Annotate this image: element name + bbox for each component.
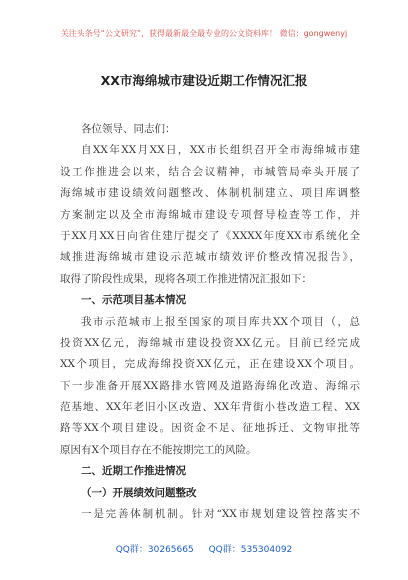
subsection-heading: （一）开展绩效问题整改	[81, 486, 197, 499]
intro-line: 取得了阶段性成果，现将各项工作推进情况汇报如下：	[60, 272, 312, 285]
section1-line: 范基地、XX年老旧小区改造、XX年背街小巷改造工程、XX	[60, 401, 360, 414]
header-promo-note: 关注头条号“公文研究”，获得最新最全最专业的公文资料库！ 微信：gongwenyj	[60, 29, 348, 38]
section-heading: 二、近期工作推进情况	[81, 465, 186, 478]
section1-line: 下一步准备开展XX路排水管网及道路海绵化改造、海绵示	[60, 379, 360, 392]
section1-line: 我市示范城市上报至国家的项目库共XX个项目（，总	[81, 315, 360, 328]
intro-line: 方案制定以及全市海绵城市建设专项督导检查等工作，并	[60, 208, 360, 221]
document-body	[60, 119, 360, 525]
intro-line: 设工作推进会以来，结合会议精神，市城管局牵头开展了	[60, 165, 360, 178]
intro-line: 域推进海绵城市建设示范城市绩效评价整改情况报告》，	[60, 251, 360, 264]
intro-line: 自XX年XX月XX日，XX市长组织召开全市海绵城市建	[81, 144, 360, 157]
intro-line: 海绵城市建设绩效问题整改、体制机制建立、项目库调整	[60, 187, 360, 200]
section-heading: 一、示范项目基本情况	[81, 294, 186, 307]
section1-line: 路等XX个项目建设。因资金不足、征地拆迁、文物审批等	[60, 422, 360, 435]
footer-qq-group-1: QQ群：30265665	[115, 545, 194, 555]
section1-line: 原因有X个项目存在不能按期完工的风险。	[60, 443, 257, 456]
intro-line: 于XX月XX日向省住建厅提交了《XXXX年度XX市系统化全	[60, 229, 360, 242]
section1-line: XX个项目，完成海绵投资XX亿元，正在建设XX个项目。	[60, 358, 360, 371]
footer-contact	[0, 542, 408, 555]
footer-qq-group-2: QQ群：535304092	[208, 545, 293, 555]
subsection1-line: 一是完善体制机制。针对“XX市规划建设管控落实不	[81, 508, 360, 521]
document-title: XX市海绵城市建设近期工作情况汇报	[100, 73, 308, 88]
section1-line: 投资XX亿元，海绵城市建设投资XX亿元。目前已经完成	[60, 336, 360, 349]
greeting: 各位领导、同志们：	[81, 123, 176, 135]
